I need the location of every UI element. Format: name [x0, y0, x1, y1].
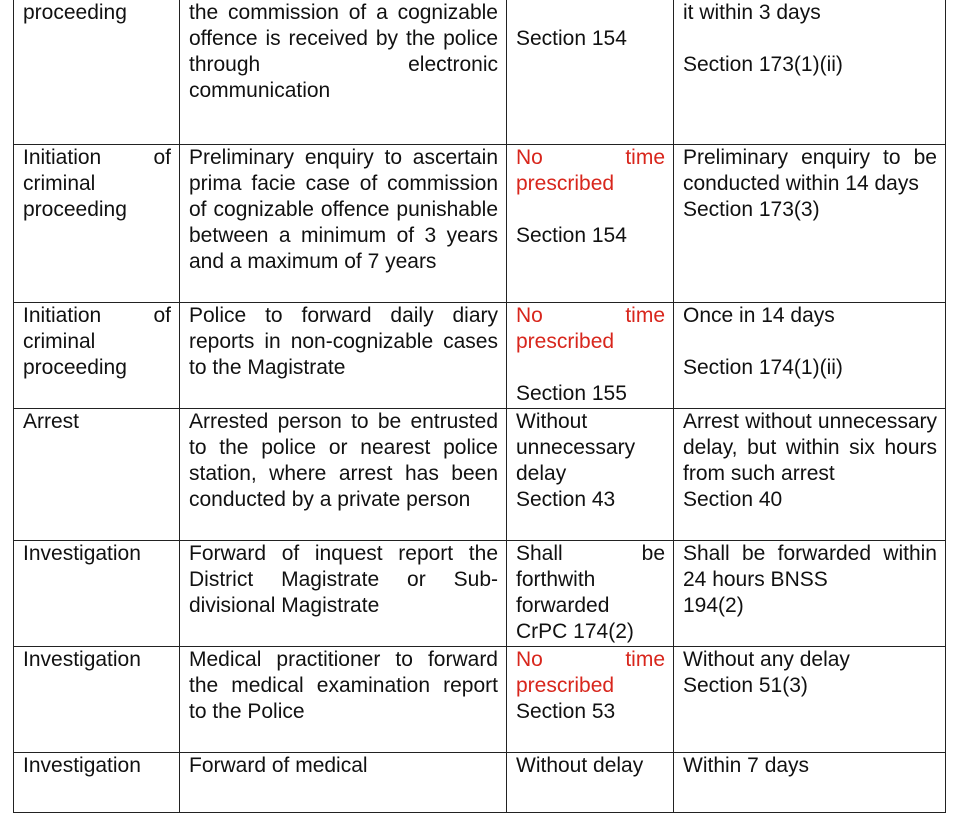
stage-cell: proceeding [14, 0, 180, 145]
bnss-cell: Arrest without unnecessary delay, but within six hours from such arrest Section 40 [674, 409, 946, 541]
description-cell: the commission of a cognizable offence is received by the police through electronic communication [180, 0, 507, 145]
stage-cell: Investigation [14, 541, 180, 647]
description-cell: Arrested person to be entrusted to the police or nearest police station, where arrest has been conducted by a private person [180, 409, 507, 541]
description-cell: Forward of medical [180, 753, 507, 813]
crpc-cell: Shall be forthwith forwarded CrPC 174(2) [507, 541, 674, 647]
table-row [14, 303, 946, 409]
table-row [14, 541, 946, 647]
table-row [14, 0, 946, 145]
description-cell: Preliminary enquiry to ascertain prima facie case of commission of cognizable offence punishable between a minimum of 3 years and a maximum of 7 years [180, 145, 507, 303]
bnss-cell: Within 7 days [674, 753, 946, 813]
bnss-cell: Once in 14 days Section 174(1)(ii) [674, 303, 946, 409]
stage-cell: Arrest [14, 409, 180, 541]
crpc-cell: No time prescribed Section 53 [507, 647, 674, 753]
bnss-cell: Preliminary enquiry to be conducted within 14 days Section 173(3) [674, 145, 946, 303]
table-row [14, 647, 946, 753]
stage-cell: Initiation of criminal proceeding [14, 303, 180, 409]
comparison-table [13, 0, 946, 813]
bnss-cell: it within 3 days Section 173(1)(ii) [674, 0, 946, 145]
table-row [14, 409, 946, 541]
crpc-cell: Without unnecessary delay Section 43 [507, 409, 674, 541]
crpc-cell: Without delay [507, 753, 674, 813]
stage-cell: Investigation [14, 647, 180, 753]
crpc-cell: No time prescribed Section 155 [507, 303, 674, 409]
stage-cell: Initiation of criminal proceeding [14, 145, 180, 303]
bnss-cell: Without any delay Section 51(3) [674, 647, 946, 753]
crpc-cell: Section 154 [507, 0, 674, 145]
table-row [14, 145, 946, 303]
description-cell: Forward of inquest report the District Magistrate or Sub-divisional Magistrate [180, 541, 507, 647]
bnss-cell: Shall be forwarded within 24 hours BNSS 194(2) [674, 541, 946, 647]
table-row [14, 753, 946, 813]
stage-cell: Investigation [14, 753, 180, 813]
description-cell: Police to forward daily diary reports in non-cognizable cases to the Magistrate [180, 303, 507, 409]
description-cell: Medical practitioner to forward the medical examination report to the Police [180, 647, 507, 753]
crpc-cell: No time prescribed Section 154 [507, 145, 674, 303]
